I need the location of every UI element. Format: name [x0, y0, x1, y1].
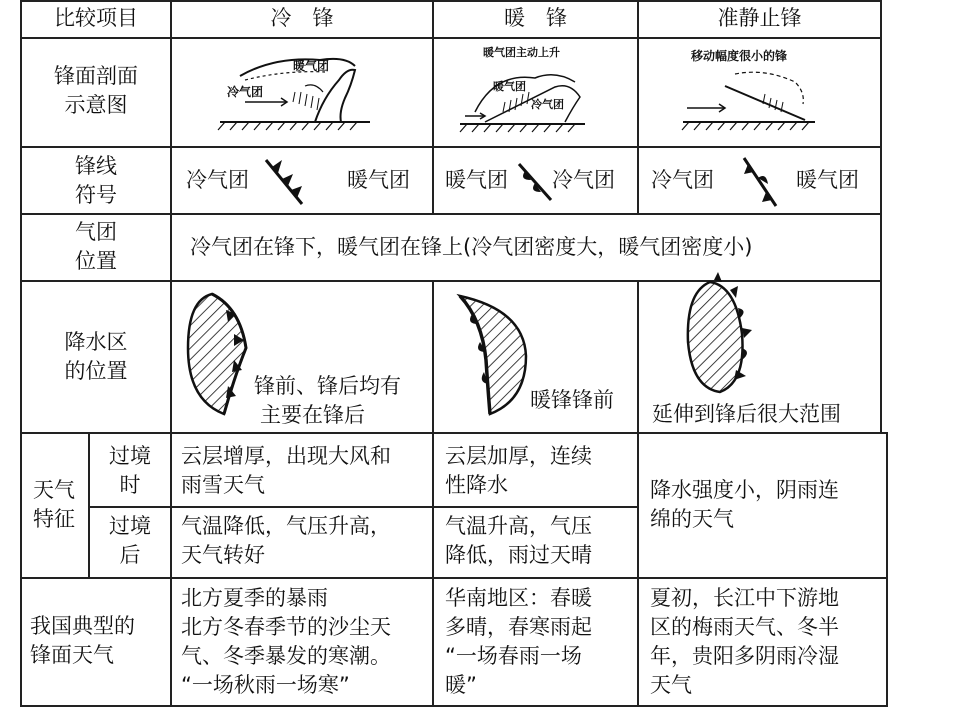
typical-stationary-text: 夏初，长江中下游地 区的梅雨天气、冬半 年，贵阳多阴雨冷湿 天气	[650, 586, 839, 697]
cold-after-text: 气温降低，气压升高， 天气转好	[181, 514, 391, 567]
precip-cold-text: 锋前、锋后均有 主要在锋后	[254, 374, 401, 427]
header-stationary-front: 准静止锋	[717, 6, 802, 30]
precip-warm-text: 暖锋锋前	[530, 388, 614, 412]
stationary-front-precip-area	[680, 272, 760, 398]
cold-front-precip-area	[182, 288, 262, 418]
symbol-stationary-right: 暖气团	[796, 168, 859, 192]
symbol-cold-right: 暖气团	[347, 168, 410, 192]
cold-profile-cold-label: 冷气团	[227, 85, 264, 99]
label-after: 过境 后	[109, 514, 151, 567]
label-weather-features: 天气 特征	[33, 478, 75, 531]
cold-passing-text: 云层增厚，出现大风和 雨雪天气	[181, 444, 391, 497]
label-precip: 降水区 的位置	[64, 330, 128, 383]
typical-cold-text: 北方夏季的暴雨 北方冬春季节的沙尘天 气、冬季暴发的寒潮。 “一场秋雨一场寒”	[181, 586, 391, 697]
header-compare-items: 比较项目	[54, 6, 138, 30]
stationary-weather-text: 降水强度小，阴雨连 绵的天气	[650, 478, 839, 531]
warm-front-precip-area	[452, 290, 532, 420]
cold-profile-warm-label: 暖气团	[293, 59, 330, 73]
label-passing: 过境 时	[109, 444, 151, 497]
label-position: 气团 位置	[75, 220, 117, 273]
label-profile: 锋面剖面 示意图	[54, 64, 138, 117]
warm-profile-warm-label: 暖气团	[493, 80, 526, 93]
symbol-warm-right: 冷气团	[552, 168, 615, 192]
stationary-front-symbol-icon	[738, 154, 782, 212]
warm-passing-text: 云层加厚，连续 性降水	[445, 444, 592, 497]
symbol-cold-left: 冷气团	[186, 168, 249, 192]
typical-warm-text: 华南地区：春暖 多晴，春寒雨起 “一场春雨一场 暖”	[445, 586, 592, 697]
cold-front-profile-diagram	[215, 42, 375, 137]
stationary-front-profile-diagram	[675, 42, 835, 137]
stationary-profile-caption: 移动幅度很小的锋	[691, 49, 788, 63]
label-typical-weather: 我国典型的 锋面天气	[30, 614, 135, 667]
precip-stationary-text: 延伸到锋后很大范围	[652, 402, 841, 426]
symbol-stationary-left: 冷气团	[651, 168, 714, 192]
warm-after-text: 气温升高，气压 降低，雨过天晴	[445, 514, 592, 567]
symbol-warm-left: 暖气团	[445, 168, 508, 192]
warm-profile-caption: 暖气团主动上升	[483, 46, 560, 59]
cold-front-symbol-icon	[262, 154, 312, 210]
warm-front-profile-diagram	[455, 42, 615, 137]
header-cold-front: 冷 锋	[270, 6, 334, 30]
warm-profile-cold-label: 冷气团	[531, 98, 564, 111]
position-text: 冷气团在锋下，暖气团在锋上(冷气团密度大，暖气团密度小)	[190, 235, 753, 259]
header-warm-front: 暖 锋	[504, 6, 567, 30]
label-symbol: 锋线 符号	[75, 154, 117, 207]
